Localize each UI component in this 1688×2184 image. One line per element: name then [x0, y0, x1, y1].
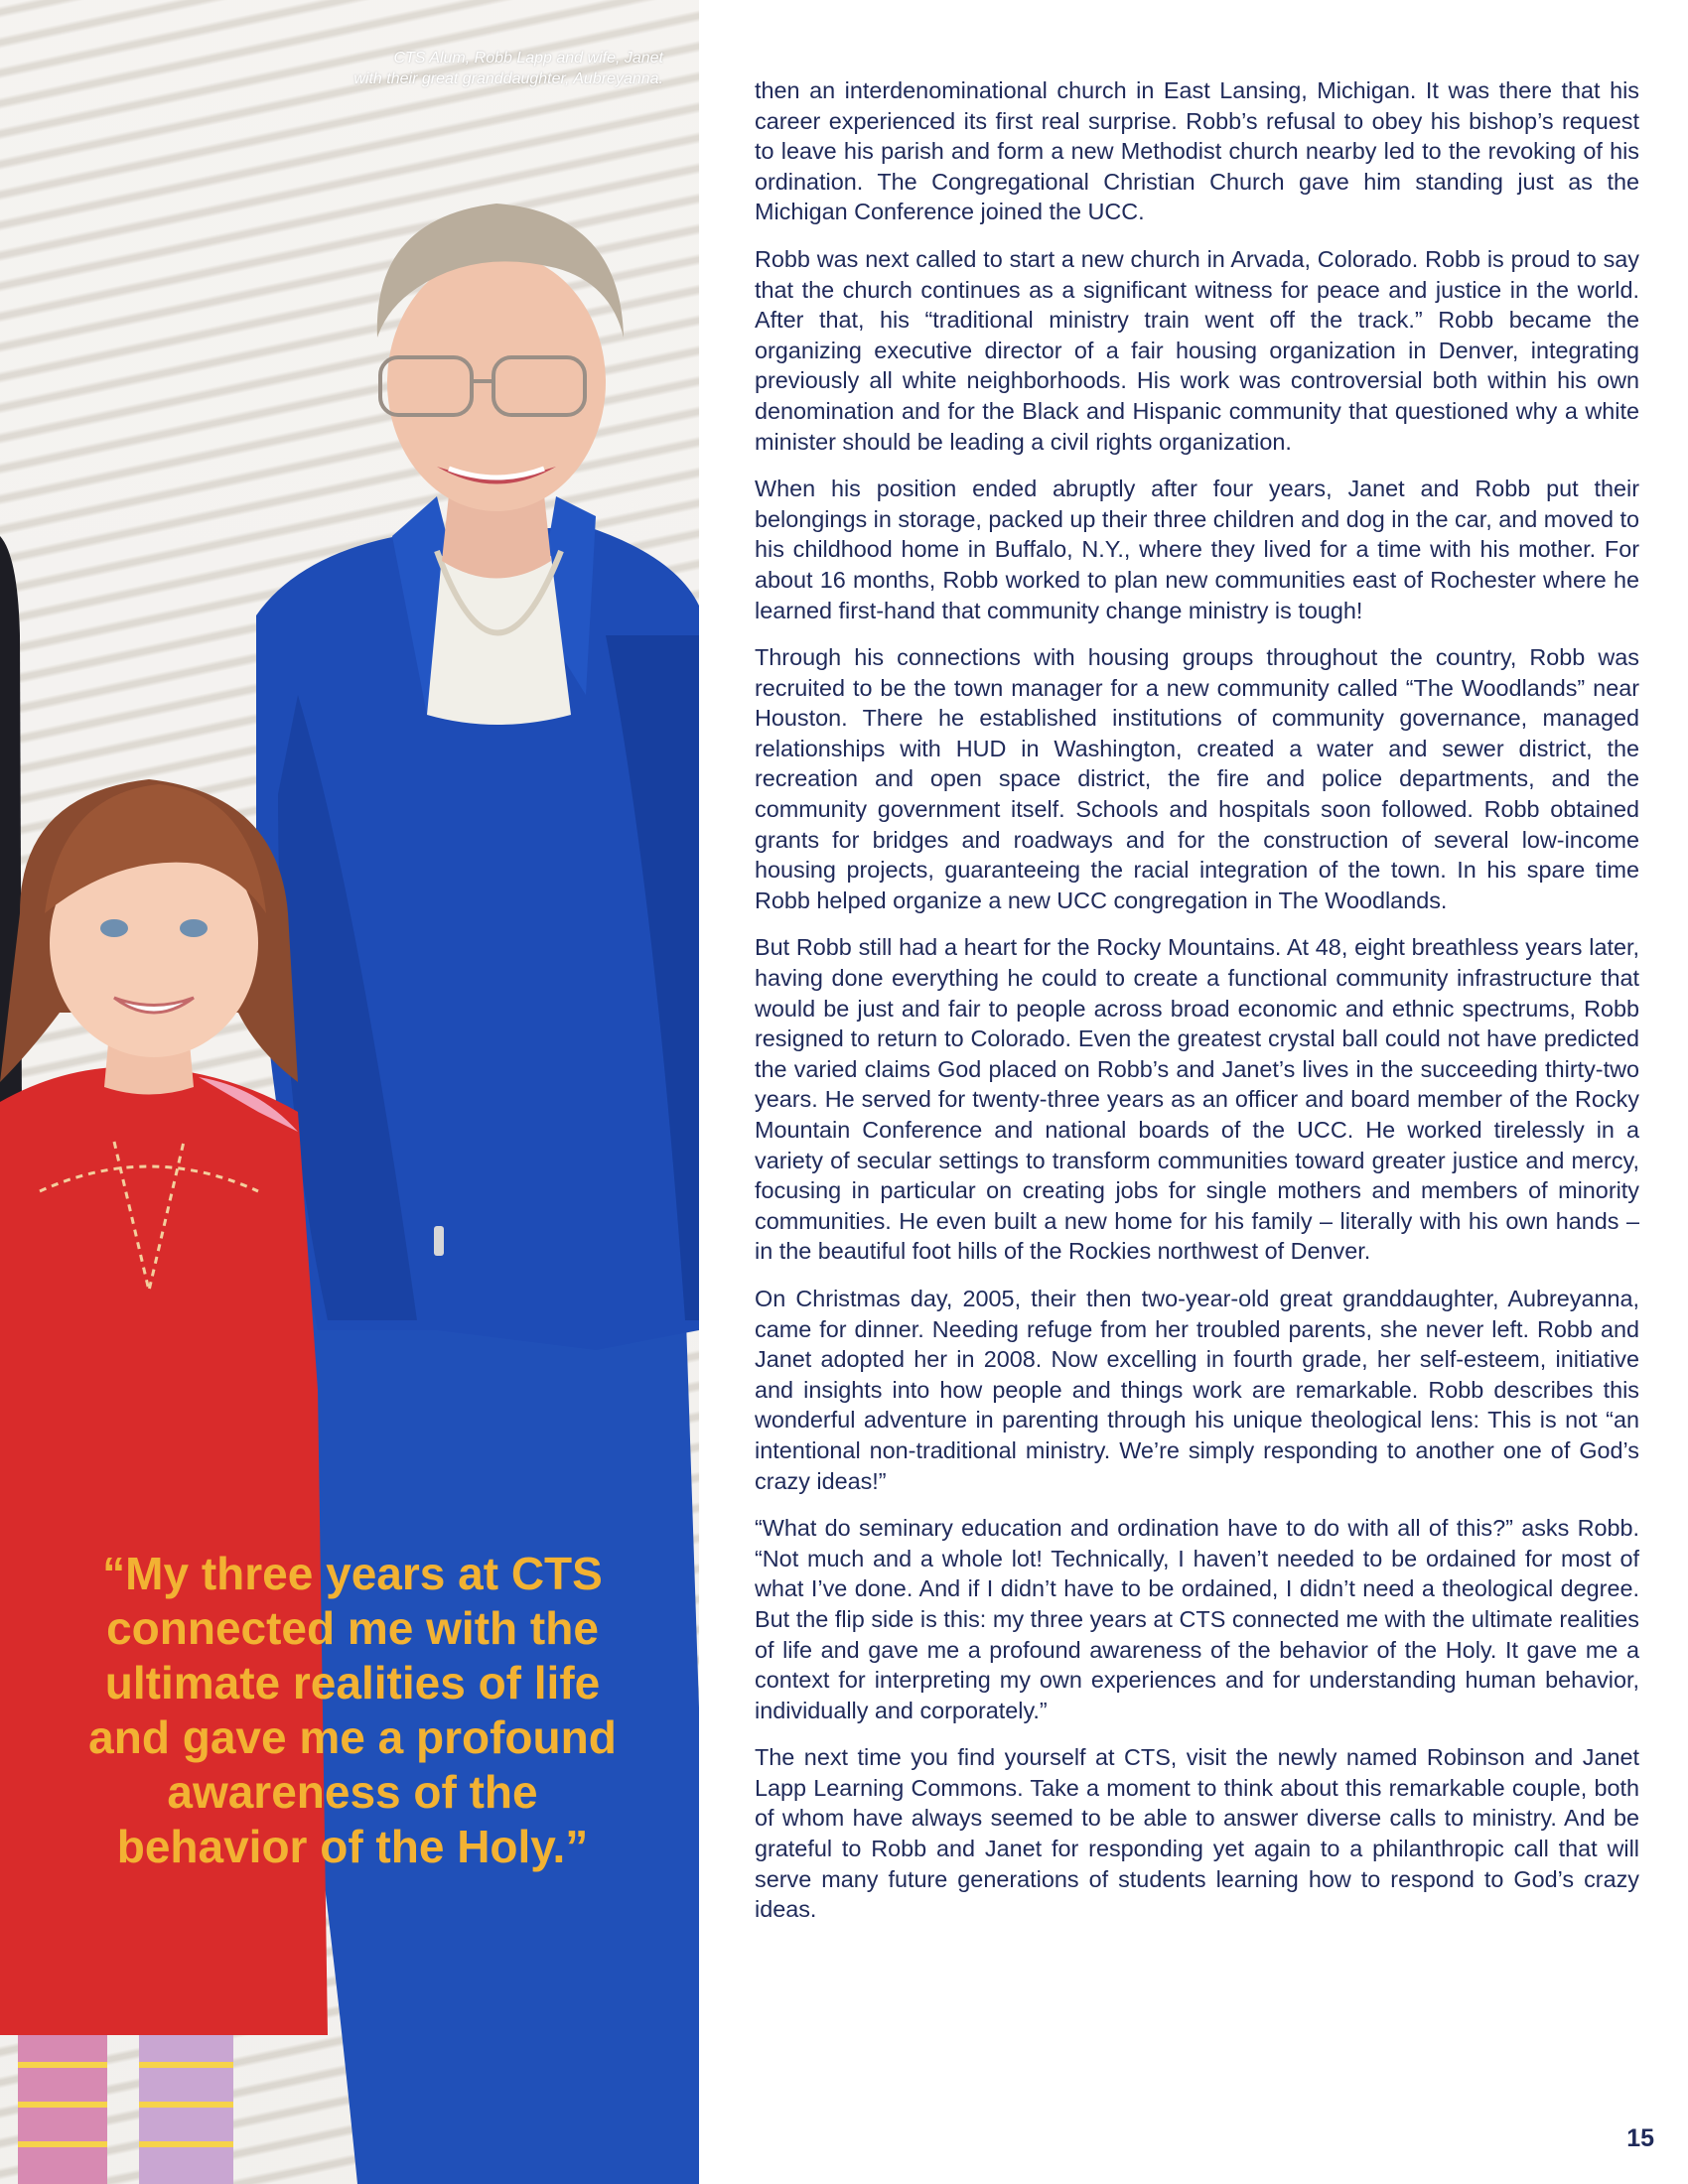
article-body [755, 75, 1639, 1942]
quote-line: “My three years at CTS [102, 1548, 603, 1599]
article-paragraph: “What do seminary education and ordination have to do with all of this?” asks Robb. “Not much and a whole lot! Technically, I haven’t needed to be ordained for most of what I’ve done. And if I didn’t have to be ordained, I didn’t need a theological degree. But the flip side is this: my three years at CTS connected me with the ultimate realities of life and gave me a profound awareness of the behavior of the Holy. It gave me a context for interpreting my own experiences and for understanding human behavior, individually and corporately.” [755, 1515, 1639, 1723]
article-paragraph: Robb was next called to start a new church in Arvada, Colorado. Robb is proud to say that the church continues as a significant witness for peace and justice in the world. After that, his “traditional ministry train went off the track.” Robb became the organizing executive director of a fair housing organization in Denver, integrating previously all white neighborhoods. His work was controversial both within his own denomination and for the Black and Hispanic community that questioned why a white minister should be leading a civil rights organization. [755, 245, 1639, 455]
quote-line: awareness of the [167, 1766, 538, 1818]
quote-line: behavior of the Holy.” [116, 1821, 589, 1872]
article-paragraph: then an interdenominational church in East Lansing, Michigan. It was there that his career experienced its first real surprise. Robb’s refusal to obey his bishop’s request to leave his parish and form a new Methodist church nearby led to the revoking of his ordination. The Congregational Christian Church gave him standing just as the Michigan Conference joined the UCC. [755, 77, 1639, 225]
article-paragraph: Through his connections with housing groups throughout the country, Robb was recruited to be the town manager for a new community called “The Woodlands” near Houston. There he established institutions of community governance, managed relationships with HUD in Washington, created a water and sewer district, the recreation and open space district, the fire and police departments, and the community government itself. Schools and hospitals soon followed. Robb obtained grants for bridges and roadways and for the construction of several low-income housing projects, guaranteeing the racial integration of the town. In his spare time Robb helped organize a new UCC congregation in The Woodlands. [755, 644, 1639, 913]
article-paragraph: When his position ended abruptly after four years, Janet and Robb put their belongings in storage, packed up their three children and dog in the car, and moved to his childhood home in Buffalo, N.Y., where they lived for a time with his mother. For about 16 months, Robb worked to plan new communities east of Rochester where he learned first-hand that community change ministry is tough! [755, 476, 1639, 623]
page-number: 15 [1626, 2124, 1654, 2152]
caption-line: CTS Alum, Robb Lapp and wife, Janet [393, 50, 663, 67]
article-paragraph: On Christmas day, 2005, their then two-year-old great granddaughter, Aubreyanna, came for dinner. Needing refuge from her troubled parents, she never left. Robb and Janet adopted her in 2008. Now excelling in fourth grade, her self-esteem, initiative and insights into how people and things work are remarkable. Robb describes this wonderful adventure in parenting through his unique theological lens: This is not “an intentional non-traditional ministry. We’re simply responding to another one of God’s crazy ideas!” [755, 1285, 1639, 1494]
quote-line: ultimate realities of life [104, 1657, 601, 1708]
quote-line: connected me with the [106, 1602, 599, 1654]
quote-line: and gave me a profound [88, 1711, 617, 1763]
article-paragraph: The next time you find yourself at CTS, visit the newly named Robinson and Janet Lapp Learning Commons. Take a moment to think about this remarkable couple, both of whom have always seemed to be able to answer diverse calls to ministry. And be grateful to Robb and Janet for responding yet again to a philanthropic call that will serve many future generations of students learning how to respond to God’s crazy ideas. [755, 1744, 1639, 1923]
photo-caption [246, 48, 663, 89]
grandmother-face [387, 253, 606, 511]
article-paragraph: But Robb still had a heart for the Rocky Mountains. At 48, eight breathless years later, having done everything he could to create a functional community infrastructure that would be just and fair to people across broad economic and ethnic spectrums, Robb resigned to return to Colorado. Even the greatest crystal ball could not have predicted the varied claims God placed on Robb’s and Janet’s lives in the succeeding thirty-two years. He served for twenty-three years as an officer and board member of the Rocky Mountain Conference and national boards of the UCC. He worked tirelessly in a variety of secular settings to transform communities toward greater justice and mercy, focusing in particular on creating jobs for single mothers and members of minority communities. He even built a new home for his family – literally with his own hands – in the beautiful foot hills of the Rockies northwest of Denver. [755, 934, 1639, 1265]
photo-panel [0, 0, 699, 2184]
pull-quote [40, 1547, 665, 1874]
caption-line: with their great granddaughter, Aubreyanna. [353, 70, 663, 87]
